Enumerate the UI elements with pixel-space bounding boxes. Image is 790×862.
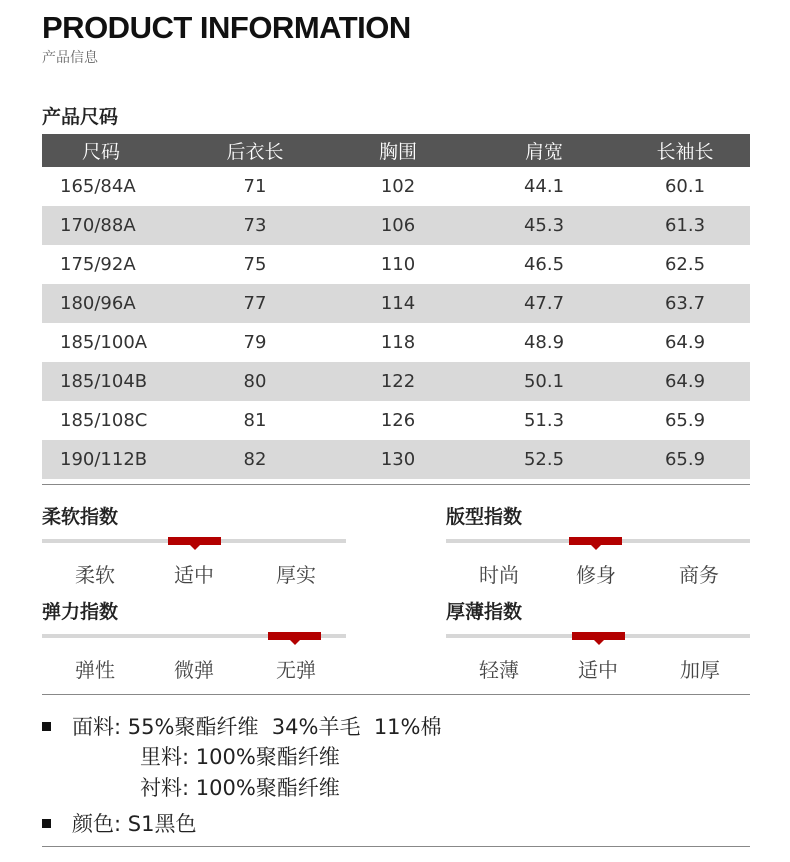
cell-back-length: 80 [182,362,328,401]
cell-chest: 102 [380,176,416,197]
cell-sleeve-length: 65.9 [620,440,750,479]
column-header-shoulder: 肩宽 [468,134,620,167]
elasticity-option-none: 无弹 [276,658,316,682]
cell-sleeve-length: 63.7 [620,284,750,323]
softness-option-soft: 柔软 [75,563,115,587]
table-row [42,401,750,440]
cell-sleeve-length: 61.3 [620,206,750,245]
cell-shoulder: 46.5 [523,254,565,275]
elasticity-option-slight: 微弹 [174,658,214,682]
cell-back-length: 79 [243,332,267,353]
cell-chest: 122 [328,362,468,401]
cell-size: 185/104B [42,362,182,401]
cell-size: 185/108C [60,410,148,431]
cell-shoulder: 44.1 [523,176,565,197]
fabric-value: 55%聚酯纤维 34%羊毛 11%棉 [127,715,442,739]
thickness-index-title: 厚薄指数 [446,601,523,623]
cell-size: 180/96A [42,284,182,323]
elasticity-index-title: 弹力指数 [42,601,119,623]
fit-option-slim: 修身 [576,563,616,587]
thickness-option-medium: 适中 [578,658,618,682]
cell-back-length: 75 [243,254,267,275]
thickness-index-marker [572,632,625,640]
table-row [42,440,750,479]
cell-back-length: 73 [182,206,328,245]
softness-index-marker [168,537,221,545]
fit-option-business: 商务 [679,563,719,587]
cell-shoulder: 52.5 [468,440,620,479]
cell-chest: 126 [380,410,416,431]
lining-value: 100%聚酯纤维 [195,745,340,769]
cell-sleeve-length: 65.9 [664,410,706,431]
cell-shoulder: 51.3 [523,410,565,431]
cell-chest: 118 [380,332,416,353]
bullet-icon [42,722,51,731]
column-header-size: 尺码 [42,134,182,167]
cell-chest: 130 [328,440,468,479]
cell-back-length: 81 [243,410,267,431]
fit-option-fashion: 时尚 [479,563,519,587]
divider [42,694,750,695]
column-header-back-length: 后衣长 [182,134,328,167]
cell-shoulder: 48.9 [523,332,565,353]
softness-option-medium: 适中 [174,563,214,587]
divider [42,846,750,847]
cell-back-length: 82 [182,440,328,479]
column-header-sleeve-length: 长袖长 [620,134,750,167]
bullet-icon [42,819,51,828]
color-value: S1黑色 [127,812,197,836]
cell-shoulder: 47.7 [468,284,620,323]
fabric-line [72,711,442,741]
fit-index-track [446,539,750,543]
cell-size: 185/100A [60,332,148,353]
cell-chest: 106 [328,206,468,245]
cell-size: 190/112B [42,440,182,479]
cell-shoulder: 50.1 [468,362,620,401]
cell-size: 165/84A [60,176,136,197]
interlining-value: 100%聚酯纤维 [195,776,340,800]
color-line [72,808,196,838]
elasticity-index-track [42,634,346,638]
cell-back-length: 71 [243,176,267,197]
interlining-label: 衬料: [140,776,190,800]
fit-index-marker [569,537,622,545]
cell-shoulder: 45.3 [468,206,620,245]
column-header-chest: 胸围 [328,134,468,167]
cell-sleeve-length: 64.9 [664,332,706,353]
size-table [42,134,750,479]
softness-index-title: 柔软指数 [42,506,119,528]
interlining-line [140,772,340,802]
table-row [42,362,750,401]
color-label: 颜色: [72,812,122,836]
table-row [42,284,750,323]
cell-sleeve-length: 60.1 [664,176,706,197]
cell-chest: 114 [328,284,468,323]
softness-option-thick: 厚实 [276,563,316,587]
page-subtitle: 产品信息 [42,50,98,66]
cell-sleeve-length: 62.5 [664,254,706,275]
thickness-option-light: 轻薄 [479,658,519,682]
table-row [42,245,750,284]
thickness-index-track [446,634,750,638]
size-table-header-row [42,134,750,167]
elasticity-index-marker [268,632,321,640]
size-section-title: 产品尺码 [42,106,119,128]
thickness-option-thick: 加厚 [680,658,720,682]
softness-index-track [42,539,346,543]
lining-label: 里料: [140,745,190,769]
divider [42,484,750,485]
cell-back-length: 77 [182,284,328,323]
table-row [42,167,750,206]
fabric-label: 面料: [72,715,122,739]
cell-chest: 110 [380,254,416,275]
elasticity-option-elastic: 弹性 [75,658,115,682]
fit-index-title: 版型指数 [446,506,523,528]
lining-line [140,741,340,771]
cell-size: 170/88A [42,206,182,245]
table-row [42,323,750,362]
cell-size: 175/92A [60,254,136,275]
table-row [42,206,750,245]
page-title: PRODUCT INFORMATION [42,10,411,45]
cell-sleeve-length: 64.9 [620,362,750,401]
